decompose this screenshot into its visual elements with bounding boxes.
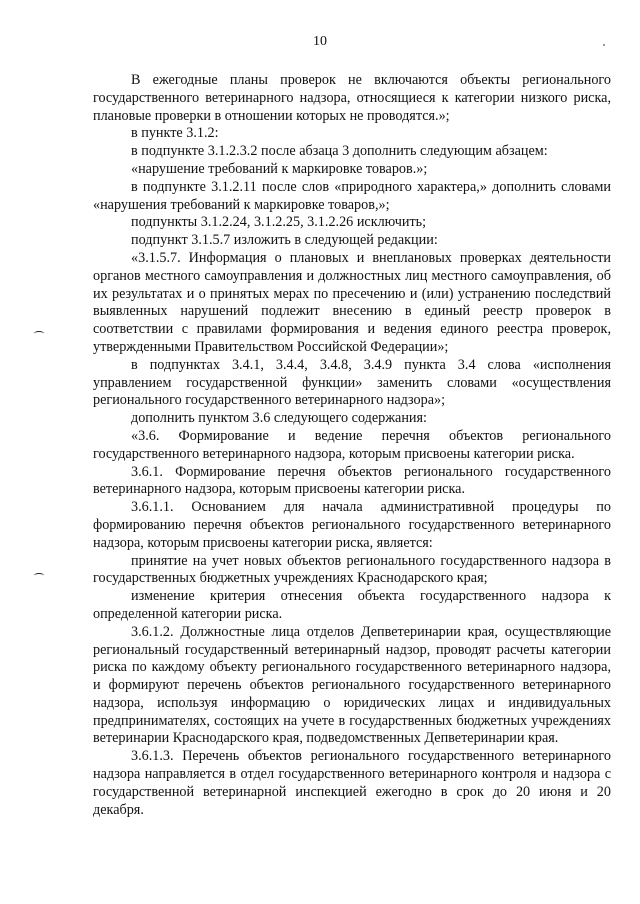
paragraph: изменение критерия отнесения объекта государственного надзора к определенной категории риска. (93, 588, 611, 622)
scan-speck (603, 44, 605, 46)
paragraph: «3.1.5.7. Информация о плановых и внеплановых проверках деятельности органов местного самоуправления и должностных лиц местного самоуправления, об их результатах и о принятых мерах по пресечению и (или) устранению последствий выявленных нарушений подлежит внесению в единый реестр проверок в соответствии с правилами формирования и ведения единого реестра проверок, утвержденными Правительством Российской Федерации»; (93, 249, 611, 355)
document-body (93, 72, 611, 819)
paragraph: «3.6. Формирование и ведение перечня объектов регионального государственного ветеринарного надзора, которым присвоены категории риска. (93, 427, 611, 462)
paragraph: в подпунктах 3.4.1, 3.4.4, 3.4.8, 3.4.9 пункта 3.4 слова «исполнения управлением государственной функции» заменить словами «осуществления регионального государственного ветеринарного надзора»; (93, 356, 611, 409)
paragraph: принятие на учет новых объектов регионального государственного надзора в государственных бюджетных учреждениях Краснодарского края; (93, 552, 611, 587)
paragraph: В ежегодные планы проверок не включаются объекты регионального государственного ветеринарного надзора, относящиеся к категории низкого риска, плановые проверки в отношении которых не проводятся.»; (93, 72, 611, 124)
paragraph: подпункт 3.1.5.7 изложить в следующей редакции: (131, 232, 438, 249)
paragraph: подпункты 3.1.2.24, 3.1.2.25, 3.1.2.26 исключить; (131, 214, 427, 231)
page-number: 10 (313, 34, 327, 49)
paragraph: в пункте 3.1.2: (131, 125, 219, 142)
paragraph: в подпункте 3.1.2.3.2 после абзаца 3 дополнить следующим абзацем: (131, 143, 548, 160)
paragraph: 3.6.1.2. Должностные лица отделов Депветеринарии края, осуществляющие региональный государственный ветеринарный надзор, проводят расчеты категории риска по каждому объекту регионального государственного ветеринарного надзора, и формируют перечень объектов регионального государственного ветеринарного надзора, используя информацию о юридических лицах и индивидуальных предпринимателях, состоящих на учете в государственных бюджетных учреждениях ветеринарии Краснодарского края, подведомственных Депветеринарии края. (93, 623, 611, 747)
binding-hole-mark (34, 331, 44, 336)
paragraph: «нарушение требований к маркировке товаров.»; (131, 160, 428, 177)
paragraph: 3.6.1.1. Основанием для начала административной процедуры по формированию перечня объектов регионального государственного ветеринарного надзора, которым присвоены категории риска, является: (93, 499, 611, 551)
paragraph: в подпункте 3.1.2.11 после слов «природного характера,» дополнить словами «нарушения требований к маркировке товаров,»; (93, 178, 611, 213)
paragraph: дополнить пунктом 3.6 следующего содержания: (131, 410, 427, 427)
paragraph: 3.6.1. Формирование перечня объектов регионального государственного ветеринарного надзора, которым присвоены категории риска. (93, 463, 611, 498)
paragraph: 3.6.1.3. Перечень объектов регионального государственного ветеринарного надзора направляется в отдел государственного ветеринарного контроля и надзора с государственной ветеринарной инспекцией ежегодно в срок до 20 июня и 20 декабря. (93, 748, 611, 818)
binding-hole-mark (34, 573, 44, 578)
